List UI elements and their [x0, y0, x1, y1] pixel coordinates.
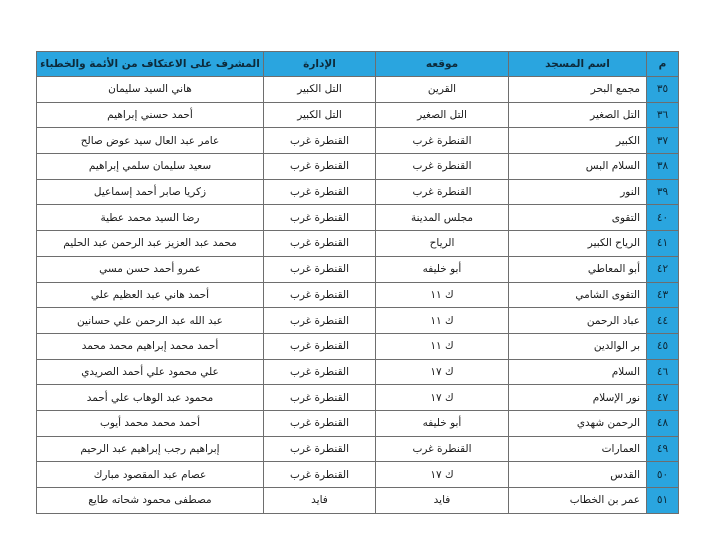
table-body — [37, 77, 679, 514]
supervisor-cell: عصام عبد المقصود مبارك — [37, 462, 264, 488]
table-row — [37, 410, 679, 436]
location-cell: ك ١٧ — [376, 359, 509, 385]
row-number-cell: ٣٩ — [647, 179, 679, 205]
mosque-name-cell: أبو المعاطي — [509, 256, 647, 282]
mosque-name-cell: السلام البس — [509, 154, 647, 180]
row-number-cell: ٤٠ — [647, 205, 679, 231]
table-row — [37, 436, 679, 462]
administration-cell: التل الكبير — [264, 77, 376, 103]
mosque-name-cell: النور — [509, 179, 647, 205]
table-row — [37, 77, 679, 103]
mosque-name-cell: الرياح الكبير — [509, 231, 647, 257]
table-row — [37, 205, 679, 231]
administration-cell: القنطرة غرب — [264, 308, 376, 334]
location-cell: أبو خليفه — [376, 410, 509, 436]
header-supervisor: المشرف على الاعتكاف من الأئمة والخطباء — [37, 52, 264, 77]
table-row — [37, 256, 679, 282]
row-number-cell: ٤٢ — [647, 256, 679, 282]
administration-cell: القنطرة غرب — [264, 436, 376, 462]
supervisor-cell: إبراهيم رجب إبراهيم عبد الرحيم — [37, 436, 264, 462]
location-cell: التل الصغير — [376, 102, 509, 128]
administration-cell: القنطرة غرب — [264, 385, 376, 411]
mosque-name-cell: الرحمن شهدي — [509, 410, 647, 436]
mosque-name-cell: العمارات — [509, 436, 647, 462]
supervisor-cell: أحمد حسني إبراهيم — [37, 102, 264, 128]
table-row — [37, 102, 679, 128]
table-header-row — [37, 52, 679, 77]
supervisor-cell: أحمد محمد إبراهيم محمد محمد — [37, 333, 264, 359]
location-cell: ك ١١ — [376, 308, 509, 334]
supervisor-cell: محمد عبد العزيز عبد الرحمن عبد الحليم — [37, 231, 264, 257]
table-row — [37, 385, 679, 411]
supervisor-cell: عبد الله عبد الرحمن علي حسانين — [37, 308, 264, 334]
mosque-name-cell: الكبير — [509, 128, 647, 154]
administration-cell: القنطرة غرب — [264, 231, 376, 257]
mosque-name-cell: عباد الرحمن — [509, 308, 647, 334]
row-number-cell: ٣٥ — [647, 77, 679, 103]
table-row — [37, 333, 679, 359]
table-row — [37, 308, 679, 334]
header-mosque-name: اسم المسجد — [509, 52, 647, 77]
location-cell: ك ١٧ — [376, 385, 509, 411]
administration-cell: القنطرة غرب — [264, 333, 376, 359]
mosque-name-cell: بر الوالدين — [509, 333, 647, 359]
supervisor-cell: عامر عبد العال سيد عوض صالح — [37, 128, 264, 154]
administration-cell: القنطرة غرب — [264, 205, 376, 231]
location-cell: القنطرة غرب — [376, 128, 509, 154]
location-cell: ك ١١ — [376, 282, 509, 308]
supervisor-cell: مصطفى محمود شحاته طايع — [37, 488, 264, 514]
administration-cell: القنطرة غرب — [264, 179, 376, 205]
table-row — [37, 128, 679, 154]
row-number-cell: ٤٨ — [647, 410, 679, 436]
row-number-cell: ٣٧ — [647, 128, 679, 154]
row-number-cell: ٤٩ — [647, 436, 679, 462]
row-number-cell: ٤٣ — [647, 282, 679, 308]
row-number-cell: ٤٦ — [647, 359, 679, 385]
administration-cell: القنطرة غرب — [264, 410, 376, 436]
mosque-name-cell: نور الإسلام — [509, 385, 647, 411]
location-cell: فايد — [376, 488, 509, 514]
administration-cell: القنطرة غرب — [264, 128, 376, 154]
table-row — [37, 488, 679, 514]
table-row — [37, 231, 679, 257]
header-location: موقعه — [376, 52, 509, 77]
mosque-name-cell: عمر بن الخطاب — [509, 488, 647, 514]
table-row — [37, 282, 679, 308]
table-row — [37, 179, 679, 205]
location-cell: القنطرة غرب — [376, 154, 509, 180]
row-number-cell: ٣٨ — [647, 154, 679, 180]
row-number-cell: ٤٥ — [647, 333, 679, 359]
mosque-name-cell: التقوى الشامي — [509, 282, 647, 308]
location-cell: القنطرة غرب — [376, 436, 509, 462]
mosque-name-cell: التل الصغير — [509, 102, 647, 128]
row-number-cell: ٤٤ — [647, 308, 679, 334]
supervisor-cell: محمود عبد الوهاب علي أحمد — [37, 385, 264, 411]
supervisor-cell: رضا السيد محمد عطية — [37, 205, 264, 231]
supervisor-cell: هاني السيد سليمان — [37, 77, 264, 103]
table-row — [37, 462, 679, 488]
mosque-name-cell: مجمع البحر — [509, 77, 647, 103]
header-num: م — [647, 52, 679, 77]
mosque-name-cell: السلام — [509, 359, 647, 385]
location-cell: ك ١١ — [376, 333, 509, 359]
administration-cell: القنطرة غرب — [264, 282, 376, 308]
supervisor-cell: أحمد هاني عبد العظيم علي — [37, 282, 264, 308]
supervisor-cell: أحمد محمد محمد أيوب — [37, 410, 264, 436]
supervisor-cell: سعيد سليمان سلمي إبراهيم — [37, 154, 264, 180]
mosque-name-cell: التقوى — [509, 205, 647, 231]
administration-cell: القنطرة غرب — [264, 256, 376, 282]
administration-cell: القنطرة غرب — [264, 359, 376, 385]
row-number-cell: ٤١ — [647, 231, 679, 257]
row-number-cell: ٥١ — [647, 488, 679, 514]
location-cell: ك ١٧ — [376, 462, 509, 488]
location-cell: أبو خليفه — [376, 256, 509, 282]
table-row — [37, 359, 679, 385]
administration-cell: فايد — [264, 488, 376, 514]
row-number-cell: ٤٧ — [647, 385, 679, 411]
row-number-cell: ٥٠ — [647, 462, 679, 488]
location-cell: مجلس المدينة — [376, 205, 509, 231]
table-row — [37, 154, 679, 180]
administration-cell: القنطرة غرب — [264, 462, 376, 488]
location-cell: القنطرة غرب — [376, 179, 509, 205]
row-number-cell: ٣٦ — [647, 102, 679, 128]
supervisor-cell: علي محمود علي أحمد الصريدي — [37, 359, 264, 385]
administration-cell: القنطرة غرب — [264, 154, 376, 180]
supervisor-cell: عمرو أحمد حسن مسي — [37, 256, 264, 282]
location-cell: القرين — [376, 77, 509, 103]
location-cell: الرياح — [376, 231, 509, 257]
mosque-name-cell: القدس — [509, 462, 647, 488]
imams-table — [36, 51, 679, 514]
supervisor-cell: زكريا صابر أحمد إسماعيل — [37, 179, 264, 205]
administration-cell: التل الكبير — [264, 102, 376, 128]
header-administration: الإدارة — [264, 52, 376, 77]
